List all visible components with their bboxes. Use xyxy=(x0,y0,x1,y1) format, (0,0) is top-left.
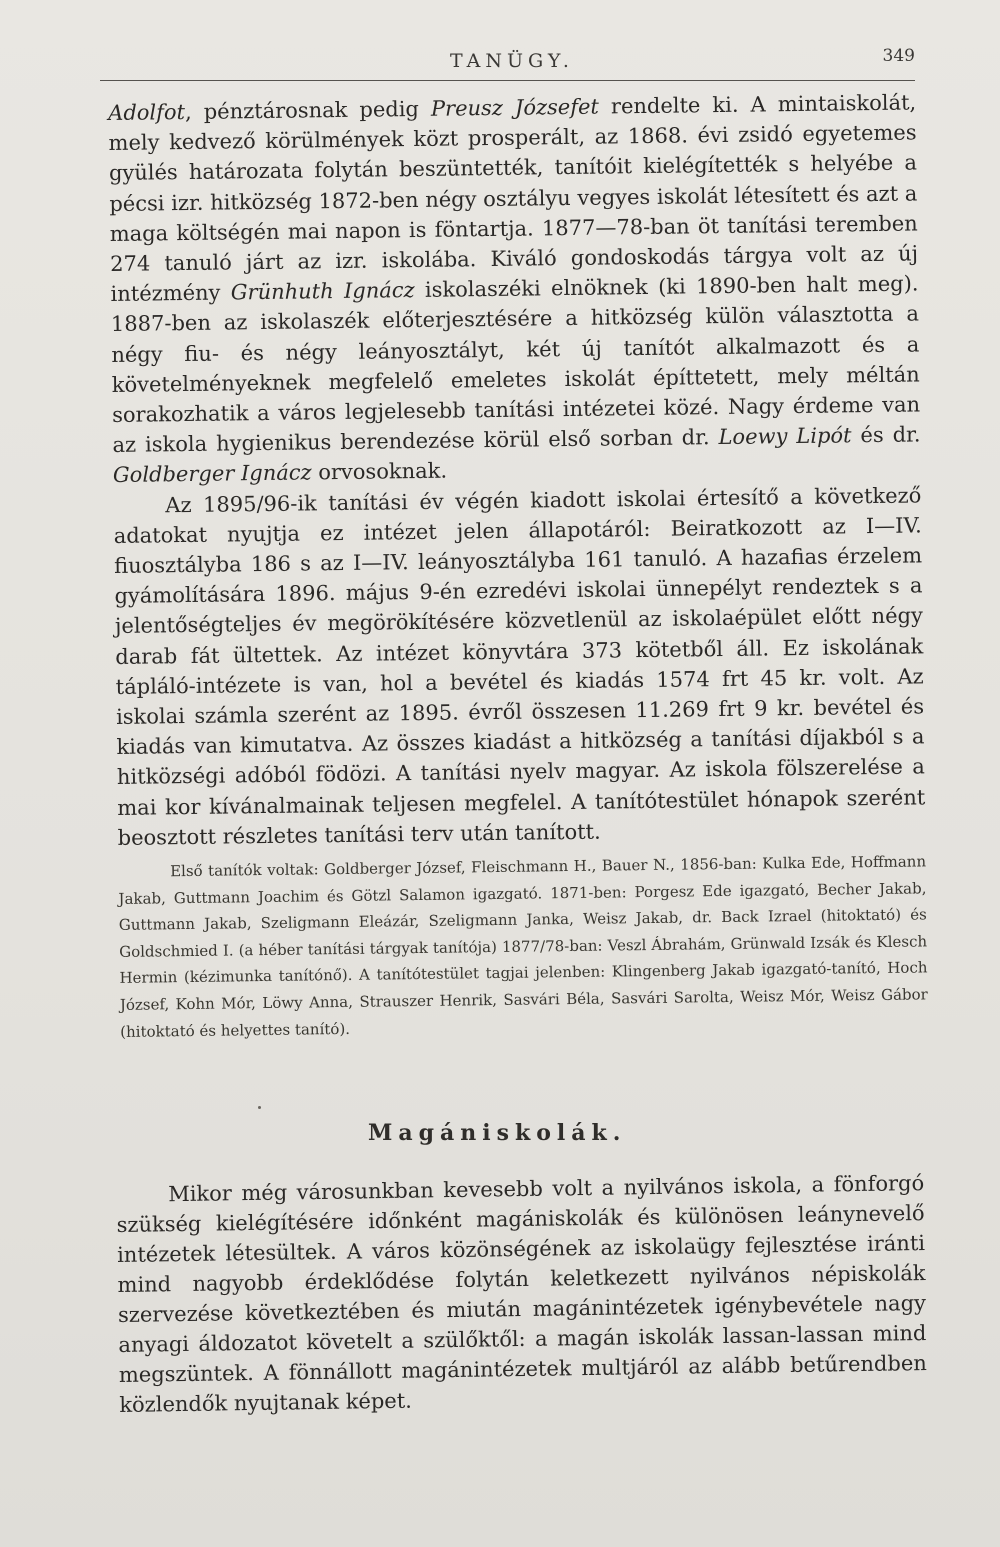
text-run: és dr. xyxy=(851,422,921,448)
running-title: TANÜGY. xyxy=(450,50,574,72)
text-run: iskolaszéki elnöknek (ki 1890-ben halt meg). 1887-ben az iskolaszék előterjesztésére a hitközség külön választotta a négy fiu- és négy leányosztályt, két új tanítót alkalmazott és a követelményeknek megfelelő emeletes iskolát építtetett, mely méltán sorakozhatik a város legjelesebb tanítási intézetei közé. Nagy érdeme van az iskola hygienikus berendezése körül első sorban dr. xyxy=(110,271,921,458)
text-run: rendelte ki. A mintaiskolát, mely kedvező körülmények közt prosperált, az 1868. évi zsidó egyetemes gyülés határozata folytán beszüntették, tanítóit kielégítették s helyébe a pécsi izr. hitközség 1872-ben négy osztályu vegyes iskolát létesített és azt a maga költségén mai napon is föntartja. 1877—78-ban öt tanítási teremben 274 tanuló járt az izr. iskolába. Kiváló gondoskodás tárgya volt az új intézmény xyxy=(108,90,919,307)
footnote-teachers-list: Első tanítók voltak: Goldberger József, Fleischmann H., Bauer N., 1856-ban: Kulka Ede, Hoffmann Jakab, Guttmann Joachim és Götzl Salamon igazgató. 1871-ben: Porgesz Ede igazgató, Becher Jakab, Guttmann Jakab, Szeligmann Eleázár, Szeligmann Janka, Weisz Jakab, dr. Back Izrael (hitoktató) és Goldschmied I. (a héber tanítási tárgyak tanítója) 1877/78-ban: Veszl Ábrahám, Grünwald Izsák és Klesch Hermin (kézimunka tanítónő). A tanítótestület tagjai jelenben: Klingenberg Jakab igazgató-tanító, Hoch József, Kohn Mór, Löwy Anna, Strauszer Henrik, Sasvári Béla, Sasvári Sarolta, Weisz Mór, Weisz Gábor (hitoktató és helyettes tanító). xyxy=(118,852,928,1041)
main-text xyxy=(108,87,929,1060)
header-rule xyxy=(100,80,915,81)
running-header xyxy=(100,46,915,86)
italic-name: Adolfot xyxy=(108,99,186,125)
paragraph-jewish-school-history xyxy=(108,87,921,490)
print-speck xyxy=(258,1106,261,1109)
text-run: , pénztárosnak pedig xyxy=(184,96,432,124)
section-text xyxy=(116,1168,927,1420)
paragraph-school-report: Az 1895/96-ik tanítási év végén kiadott iskolai értesítő a következő adatokat nyujtja ez intézet jelen állapotáról: Beiratkozott az I—IV. fiuosztályba 186 s az I—IV. leányosztályba 161 tanuló. A hazafias érzelem gyámolítására 1896. május 9-én ezredévi iskolai ünnepélyt rendeztek s a jelentőségteljes év megörökítésére közvetlenül az iskolaépület előtt négy darab fát ültettek. Az intézet könyvtára 373 kötetből áll. Ez iskolának tápláló-intézete is van, hol a bevétel és kiadás 1574 frt 45 kr. volt. Az iskolai számla szerént az 1895. évről összesen 11.269 frt 9 kr. bevétel és kiadás van kimutatva. Az összes kiadást a hitközség a tanítási díjakból s a hitközségi adóból födözi. A tanítási nyelv magyar. Az iskola fölszerelése a mai kor kívánalmainak teljesen megfelel. A tanítótestület hónapok szerént beosztott részletes tanítási terv után tanított. xyxy=(113,483,926,850)
italic-name: Grünhuth Ignácz xyxy=(230,278,415,305)
italic-name: Loewy Lipót xyxy=(718,423,852,450)
italic-name: Preusz Józsefet xyxy=(430,94,600,121)
section-heading: Magániskolák. xyxy=(368,1120,627,1146)
paragraph-private-schools: Mikor még városunkban kevesebb volt a nyilvános iskola, a fönforgó szükség kielégítésére időnként magániskolák és különösen leánynevelő intézetek létesültek. A város közönségének az iskolaügy fejlesztése iránti mind nagyobb érdeklődése folytán keletkezett nyilvános népiskolák szervezése következtében és miután magánintézetek igénybevétele nagy anyagi áldozatot követelt a szülőktől: a magán iskolák lassan-lassan mind megszüntek. A fönnállott magánintézetek multjáról az alább betűrendben közlendők nyujtanak képet. xyxy=(116,1171,927,1417)
italic-name: Goldberger Ignácz xyxy=(112,460,312,488)
page-number: 349 xyxy=(882,46,915,66)
text-run: orvosoknak. xyxy=(311,459,448,485)
